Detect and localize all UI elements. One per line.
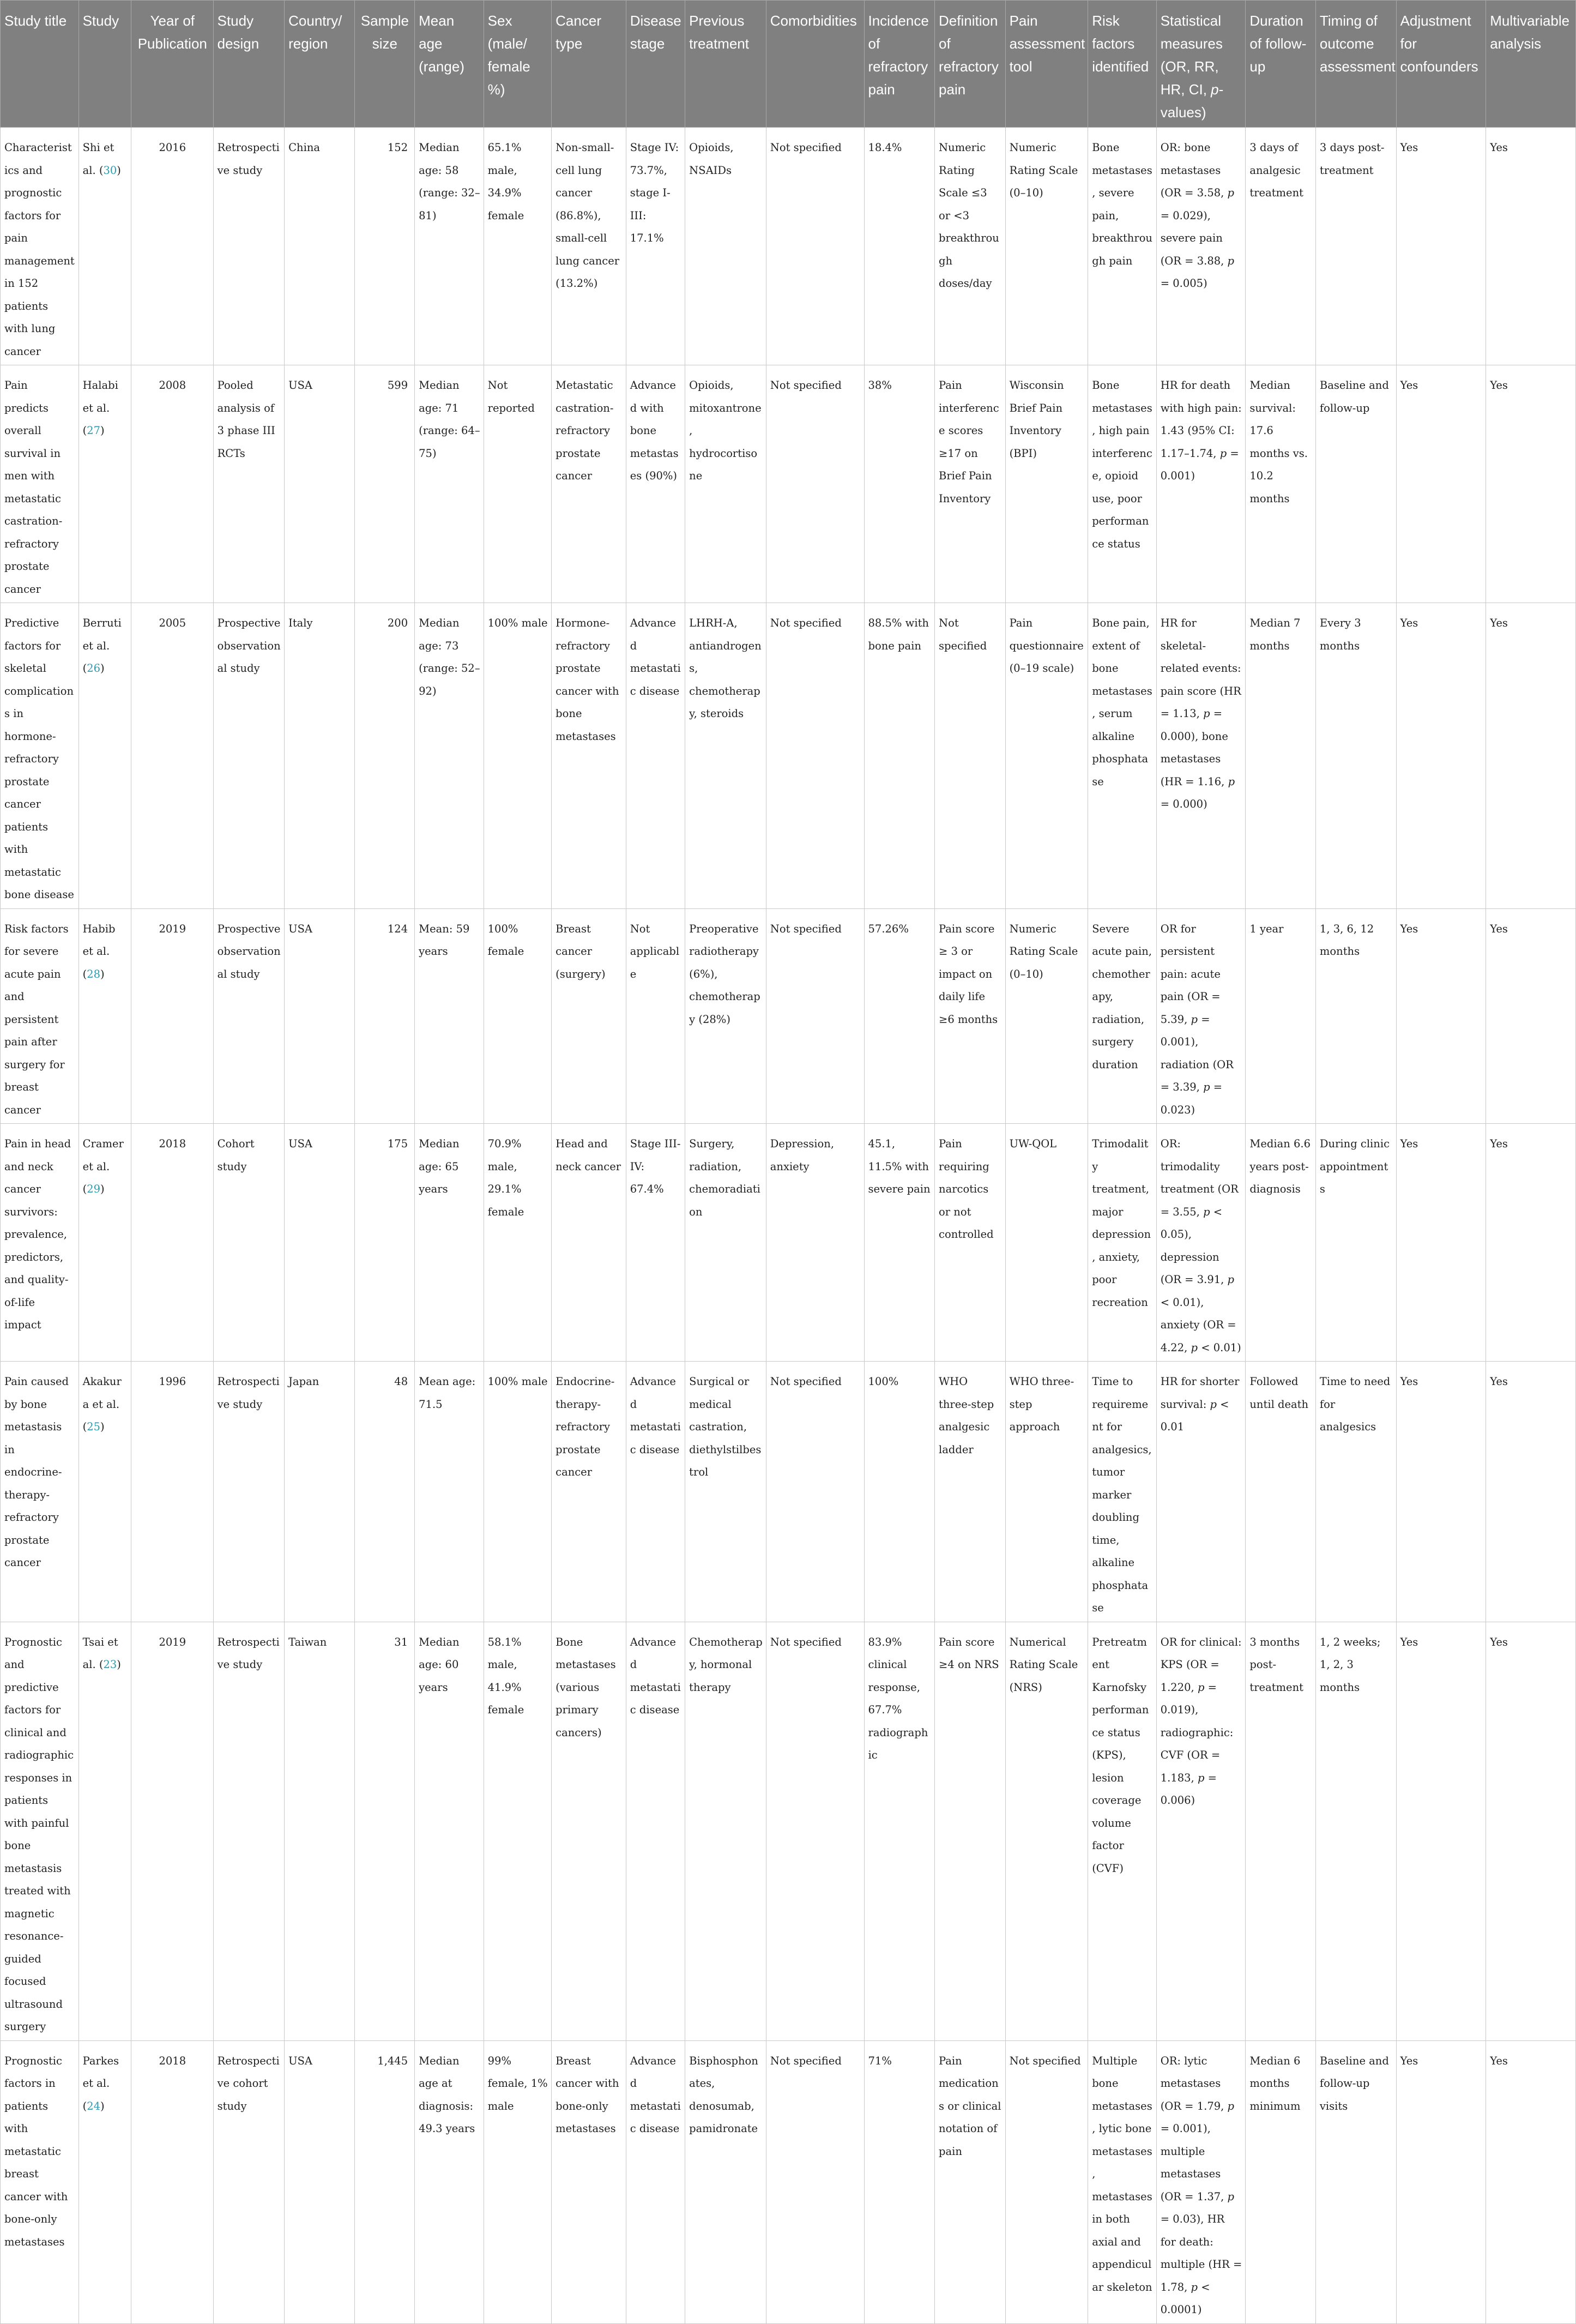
cell-sample-size: 31 (354, 1622, 414, 2040)
cell-year: 2018 (131, 1124, 213, 1362)
cell-title: Pain predicts overall survival in men with metastatic castration-refractory prostate cancer (1, 365, 79, 603)
cell-risk-factors: Severe acute pain, chemotherapy, radiation, surgery duration (1088, 908, 1157, 1124)
header-adjustment: Adjustment for confounders (1396, 1, 1486, 128)
header-study: Study (79, 1, 131, 128)
cell-duration: Median 6 months minimum (1246, 2040, 1316, 2323)
cell-sample-size: 175 (354, 1124, 414, 1362)
cell-risk-factors: Trimodality treatment, major depression, anxiety, poor recreation (1088, 1124, 1157, 1362)
reference-link[interactable]: 25 (87, 1420, 101, 1433)
cell-country: USA (285, 2040, 355, 2323)
cell-age: Mean: 59 years (415, 908, 484, 1124)
cell-year: 2018 (131, 2040, 213, 2323)
cell-risk-factors: Bone metastases, high pain interference, opioid use, poor performance status (1088, 365, 1157, 603)
header-comorbidities: Comorbidities (766, 1, 864, 128)
cell-comorbidities: Not specified (766, 1362, 864, 1622)
cell-previous-treatment: Surgery, radiation, chemoradiation (685, 1124, 766, 1362)
cell-cancer-type: Hormone-refractory prostate cancer with bone metastases (552, 603, 626, 909)
cell-definition: Numeric Rating Scale ≤3 or <3 breakthrough doses/day (935, 128, 1006, 365)
header-incidence: Incidence of refractory pain (864, 1, 935, 128)
cell-year: 2016 (131, 128, 213, 365)
cell-year: 2005 (131, 603, 213, 909)
header-sex: Sex (male/ female %) (484, 1, 552, 128)
cell-country: Japan (285, 1362, 355, 1622)
cell-sex: 99% female, 1% male (484, 2040, 552, 2323)
table-body (1, 128, 1576, 2324)
header-cancer-type: Cancer type (552, 1, 626, 128)
cell-sample-size: 599 (354, 365, 414, 603)
cell-timing: 1, 2 weeks; 1, 2, 3 months (1315, 1622, 1396, 2040)
header-disease-stage: Disease stage (626, 1, 685, 128)
cell-study: Habib et al. (28) (79, 908, 131, 1124)
cell-disease-stage: Stage III-IV: 67.4% (626, 1124, 685, 1362)
cell-title: Pain in head and neck cancer survivors: prevalence, predictors, and quality-of-life impact (1, 1124, 79, 1362)
cell-multivariable: Yes (1486, 1622, 1576, 2040)
cell-incidence: 71% (864, 2040, 935, 2323)
cell-comorbidities: Not specified (766, 908, 864, 1124)
header-year: Year of Publication (131, 1, 213, 128)
table-row (1, 1124, 1576, 1362)
cell-age: Median age: 60 years (415, 1622, 484, 2040)
cell-statistical-measures: OR: bone metastases (OR = 3.58, p = 0.029), severe pain (OR = 3.88, p = 0.005) (1156, 128, 1246, 365)
cell-age: Median age: 58 (range: 32–81) (415, 128, 484, 365)
reference-link[interactable]: 23 (103, 1658, 117, 1671)
cell-title: Prognostic and predictive factors for clinical and radiographic responses in patients with painful bone metastasis treated with magnetic resonance-guided focused ultrasound surgery (1, 1622, 79, 2040)
cell-statistical-measures: OR: lytic metastases (OR = 1.79, p = 0.001), multiple metastases (OR = 1.37, p = 0.03), HR for death: multiple (HR = 1.78, p < 0.0001) (1156, 2040, 1246, 2323)
cell-previous-treatment: LHRH-A, antiandrogens, chemotherapy, steroids (685, 603, 766, 909)
cell-duration: 3 days of analgesic treatment (1246, 128, 1316, 365)
cell-timing: During clinic appointments (1315, 1124, 1396, 1362)
cell-design: Retrospective study (213, 1362, 285, 1622)
cell-sex: 70.9% male, 29.1% female (484, 1124, 552, 1362)
cell-risk-factors: Time to requirement for analgesics, tumor marker doubling time, alkaline phosphatase (1088, 1362, 1157, 1622)
cell-cancer-type: Breast cancer (surgery) (552, 908, 626, 1124)
table-row (1, 2040, 1576, 2323)
cell-design: Retrospective cohort study (213, 2040, 285, 2323)
cell-previous-treatment: Bisphosphonates, denosumab, pamidronate (685, 2040, 766, 2323)
cell-adjustment: Yes (1396, 1124, 1486, 1362)
cell-country: USA (285, 365, 355, 603)
cell-cancer-type: Head and neck cancer (552, 1124, 626, 1362)
cell-risk-factors: Pretreatment Karnofsky performance status (KPS), lesion coverage volume factor (CVF) (1088, 1622, 1157, 2040)
cell-disease-stage: Advanced with bone metastases (90%) (626, 365, 685, 603)
table-row (1, 1362, 1576, 1622)
cell-design: Cohort study (213, 1124, 285, 1362)
header-risk-factors: Risk factors identified (1088, 1, 1157, 128)
cell-previous-treatment: Preoperative radiotherapy (6%), chemotherapy (28%) (685, 908, 766, 1124)
header-country: Country/ region (285, 1, 355, 128)
cell-statistical-measures: OR: trimodality treatment (OR = 3.55, p < 0.05), depression (OR = 3.91, p < 0.01), anxiety (OR = 4.22, p < 0.01) (1156, 1124, 1246, 1362)
reference-link[interactable]: 27 (87, 424, 101, 437)
cell-design: Prospective observational study (213, 908, 285, 1124)
cell-tool: Pain questionnaire (0–19 scale) (1005, 603, 1088, 909)
cell-design: Prospective observational study (213, 603, 285, 909)
cell-duration: 3 months post-treatment (1246, 1622, 1316, 2040)
cell-country: China (285, 128, 355, 365)
cell-incidence: 83.9% clinical response, 67.7% radiographic (864, 1622, 935, 2040)
cell-age: Median age: 73 (range: 52–92) (415, 603, 484, 909)
cell-study: Tsai et al. (23) (79, 1622, 131, 2040)
cell-incidence: 57.26% (864, 908, 935, 1124)
cell-country: USA (285, 908, 355, 1124)
cell-tool: WHO three-step approach (1005, 1362, 1088, 1622)
cell-multivariable: Yes (1486, 128, 1576, 365)
cell-definition: Pain medications or clinical notation of pain (935, 2040, 1006, 2323)
cell-previous-treatment: Surgical or medical castration, diethylstilbestrol (685, 1362, 766, 1622)
cell-sample-size: 200 (354, 603, 414, 909)
header-sample-size: Sample size (354, 1, 414, 128)
cell-duration: 1 year (1246, 908, 1316, 1124)
cell-cancer-type: Breast cancer with bone-only metastases (552, 2040, 626, 2323)
cell-multivariable: Yes (1486, 365, 1576, 603)
cell-sample-size: 124 (354, 908, 414, 1124)
cell-statistical-measures: OR for clinical: KPS (OR = 1.220, p = 0.019), radiographic: CVF (OR = 1.183, p = 0.006) (1156, 1622, 1246, 2040)
cell-risk-factors: Bone metastases, severe pain, breakthrough pain (1088, 128, 1157, 365)
cell-year: 2008 (131, 365, 213, 603)
cell-sex: 100% female (484, 908, 552, 1124)
table-row (1, 603, 1576, 909)
header-timing: Timing of outcome assessment (1315, 1, 1396, 128)
cell-disease-stage: Advanced metastatic disease (626, 603, 685, 909)
study-author: Akakura et al. (82, 1375, 122, 1411)
cell-multivariable: Yes (1486, 2040, 1576, 2323)
cell-study: Halabi et al. (27) (79, 365, 131, 603)
cell-definition: Pain interference scores ≥17 on Brief Pain Inventory (935, 365, 1006, 603)
cell-age: Median age: 71 (range: 64–75) (415, 365, 484, 603)
cell-disease-stage: Advanced metastatic disease (626, 1362, 685, 1622)
study-author: Tsai et al. (82, 1635, 118, 1671)
cell-multivariable: Yes (1486, 1362, 1576, 1622)
cell-timing: Baseline and follow-up (1315, 365, 1396, 603)
cell-sex: 65.1% male, 34.9% female (484, 128, 552, 365)
cell-year: 2019 (131, 1622, 213, 2040)
cell-study: Shi et al. (30) (79, 128, 131, 365)
cell-adjustment: Yes (1396, 1622, 1486, 2040)
cell-tool: Numerical Rating Scale (NRS) (1005, 1622, 1088, 2040)
cell-comorbidities: Not specified (766, 128, 864, 365)
cell-definition: Pain score ≥4 on NRS (935, 1622, 1006, 2040)
header-multivariable: Multivariable analysis (1486, 1, 1576, 128)
cell-tool: Numeric Rating Scale (0–10) (1005, 128, 1088, 365)
cell-statistical-measures: HR for skeletal-related events: pain score (HR = 1.13, p = 0.000), bone metastases (HR = 1.16, p = 0.000) (1156, 603, 1246, 909)
cell-country: Taiwan (285, 1622, 355, 2040)
cell-year: 1996 (131, 1362, 213, 1622)
cell-title: Risk factors for severe acute pain and persistent pain after surgery for breast cancer (1, 908, 79, 1124)
header-age: Mean age (range) (415, 1, 484, 128)
table-row (1, 908, 1576, 1124)
cell-statistical-measures: HR for death with high pain: 1.43 (95% CI: 1.17–1.74, p = 0.001) (1156, 365, 1246, 603)
cell-comorbidities: Not specified (766, 1622, 864, 2040)
cell-comorbidities: Not specified (766, 2040, 864, 2323)
reference-link[interactable]: 30 (103, 164, 117, 177)
cell-design: Retrospective study (213, 128, 285, 365)
cell-design: Pooled analysis of 3 phase III RCTs (213, 365, 285, 603)
cell-incidence: 45.1, 11.5% with severe pain (864, 1124, 935, 1362)
cell-disease-stage: Advanced metastatic disease (626, 2040, 685, 2323)
cell-tool: Numeric Rating Scale (0–10) (1005, 908, 1088, 1124)
study-author: Halabi et al. (82, 379, 118, 414)
reference-link[interactable]: 28 (87, 967, 101, 980)
header-tool: Pain assessment tool (1005, 1, 1088, 128)
cell-title: Prognostic factors in patients with metastatic breast cancer with bone-only metastases (1, 2040, 79, 2323)
cell-comorbidities: Depression, anxiety (766, 1124, 864, 1362)
cell-multivariable: Yes (1486, 1124, 1576, 1362)
header-design: Study design (213, 1, 285, 128)
cell-adjustment: Yes (1396, 128, 1486, 365)
cell-title: Pain caused by bone metastasis in endocrine-therapy-refractory prostate cancer (1, 1362, 79, 1622)
cell-age: Median age at diagnosis: 49.3 years (415, 2040, 484, 2323)
cell-timing: Baseline and follow-up visits (1315, 2040, 1396, 2323)
header-statistical-measures: Statistical measures (OR, RR, HR, CI, p-values) (1156, 1, 1246, 128)
cell-tool: Wisconsin Brief Pain Inventory (BPI) (1005, 365, 1088, 603)
cell-age: Median age: 65 years (415, 1124, 484, 1362)
cell-timing: 1, 3, 6, 12 months (1315, 908, 1396, 1124)
cell-previous-treatment: Chemotherapy, hormonal therapy (685, 1622, 766, 2040)
cell-study: Parkes et al. (24) (79, 2040, 131, 2323)
cell-design: Retrospective study (213, 1622, 285, 2040)
cell-incidence: 18.4% (864, 128, 935, 365)
cell-cancer-type: Metastatic castration-refractory prostate cancer (552, 365, 626, 603)
cell-risk-factors: Multiple bone metastases, lytic bone metastases, metastases in both axial and appendicular skeleton (1088, 2040, 1157, 2323)
header-previous-treatment: Previous treatment (685, 1, 766, 128)
cell-tool: Not specified (1005, 2040, 1088, 2323)
cell-statistical-measures: HR for shorter survival: p < 0.01 (1156, 1362, 1246, 1622)
cell-timing: Every 3 months (1315, 603, 1396, 909)
cell-duration: Median survival: 17.6 months vs. 10.2 months (1246, 365, 1316, 603)
cell-previous-treatment: Opioids, mitoxantrone, hydrocortisone (685, 365, 766, 603)
cell-disease-stage: Stage IV: 73.7%, stage I-III: 17.1% (626, 128, 685, 365)
cell-multivariable: Yes (1486, 603, 1576, 909)
cell-year: 2019 (131, 908, 213, 1124)
cell-incidence: 100% (864, 1362, 935, 1622)
cell-duration: Followed until death (1246, 1362, 1316, 1622)
study-author: Berruti et al. (82, 617, 122, 652)
cell-disease-stage: Not applicable (626, 908, 685, 1124)
cell-adjustment: Yes (1396, 1362, 1486, 1622)
cell-sex: 100% male (484, 1362, 552, 1622)
cell-sample-size: 1,445 (354, 2040, 414, 2323)
study-author: Shi et al. (82, 141, 114, 177)
table-row (1, 365, 1576, 603)
header-study-title: Study title (1, 1, 79, 128)
cell-definition: Pain requiring narcotics or not controlled (935, 1124, 1006, 1362)
cell-adjustment: Yes (1396, 603, 1486, 909)
cell-age: Mean age: 71.5 (415, 1362, 484, 1622)
cell-sex: Not reported (484, 365, 552, 603)
header-duration: Duration of follow-up (1246, 1, 1316, 128)
reference-link[interactable]: 26 (87, 662, 101, 675)
reference-link[interactable]: 24 (87, 2099, 101, 2112)
cell-comorbidities: Not specified (766, 603, 864, 909)
cell-incidence: 88.5% with bone pain (864, 603, 935, 909)
cell-timing: 3 days post-treatment (1315, 128, 1396, 365)
cell-comorbidities: Not specified (766, 365, 864, 603)
cell-adjustment: Yes (1396, 365, 1486, 603)
cell-duration: Median 7 months (1246, 603, 1316, 909)
cell-study: Berruti et al. (26) (79, 603, 131, 909)
cell-definition: WHO three-step analgesic ladder (935, 1362, 1006, 1622)
cell-cancer-type: Bone metastases (various primary cancers) (552, 1622, 626, 2040)
cell-country: Italy (285, 603, 355, 909)
cell-sex: 100% male (484, 603, 552, 909)
cell-title: Characteristics and prognostic factors for pain management in 152 patients with lung cancer (1, 128, 79, 365)
cell-definition: Not specified (935, 603, 1006, 909)
study-author: Cramer et al. (82, 1137, 124, 1173)
study-author: Habib et al. (82, 922, 116, 958)
cell-definition: Pain score ≥ 3 or impact on daily life ≥6 months (935, 908, 1006, 1124)
cell-multivariable: Yes (1486, 908, 1576, 1124)
cell-tool: UW-QOL (1005, 1124, 1088, 1362)
cell-sex: 58.1% male, 41.9% female (484, 1622, 552, 2040)
cell-cancer-type: Endocrine-therapy-refractory prostate cancer (552, 1362, 626, 1622)
cell-previous-treatment: Opioids, NSAIDs (685, 128, 766, 365)
cell-title: Predictive factors for skeletal complications in hormone-refractory prostate cancer patients with metastatic bone disease (1, 603, 79, 909)
table-row (1, 1622, 1576, 2040)
cell-cancer-type: Non-small-cell lung cancer (86.8%), small-cell lung cancer (13.2%) (552, 128, 626, 365)
cell-study: Akakura et al. (25) (79, 1362, 131, 1622)
cell-study: Cramer et al. (29) (79, 1124, 131, 1362)
header-row (1, 1, 1576, 128)
cell-risk-factors: Bone pain, extent of bone metastases, serum alkaline phosphatase (1088, 603, 1157, 909)
cell-disease-stage: Advanced metastatic disease (626, 1622, 685, 2040)
cell-adjustment: Yes (1396, 908, 1486, 1124)
header-definition: Definition of refractory pain (935, 1, 1006, 128)
table-row (1, 128, 1576, 365)
cell-sample-size: 152 (354, 128, 414, 365)
study-author: Parkes et al. (82, 2054, 119, 2090)
cell-incidence: 38% (864, 365, 935, 603)
cell-statistical-measures: OR for persistent pain: acute pain (OR = 5.39, p = 0.001), radiation (OR = 3.39, p = 0.023) (1156, 908, 1246, 1124)
cell-adjustment: Yes (1396, 2040, 1486, 2323)
cell-duration: Median 6.6 years post-diagnosis (1246, 1124, 1316, 1362)
cell-country: USA (285, 1124, 355, 1362)
cell-timing: Time to need for analgesics (1315, 1362, 1396, 1622)
cell-sample-size: 48 (354, 1362, 414, 1622)
reference-link[interactable]: 29 (87, 1183, 101, 1195)
